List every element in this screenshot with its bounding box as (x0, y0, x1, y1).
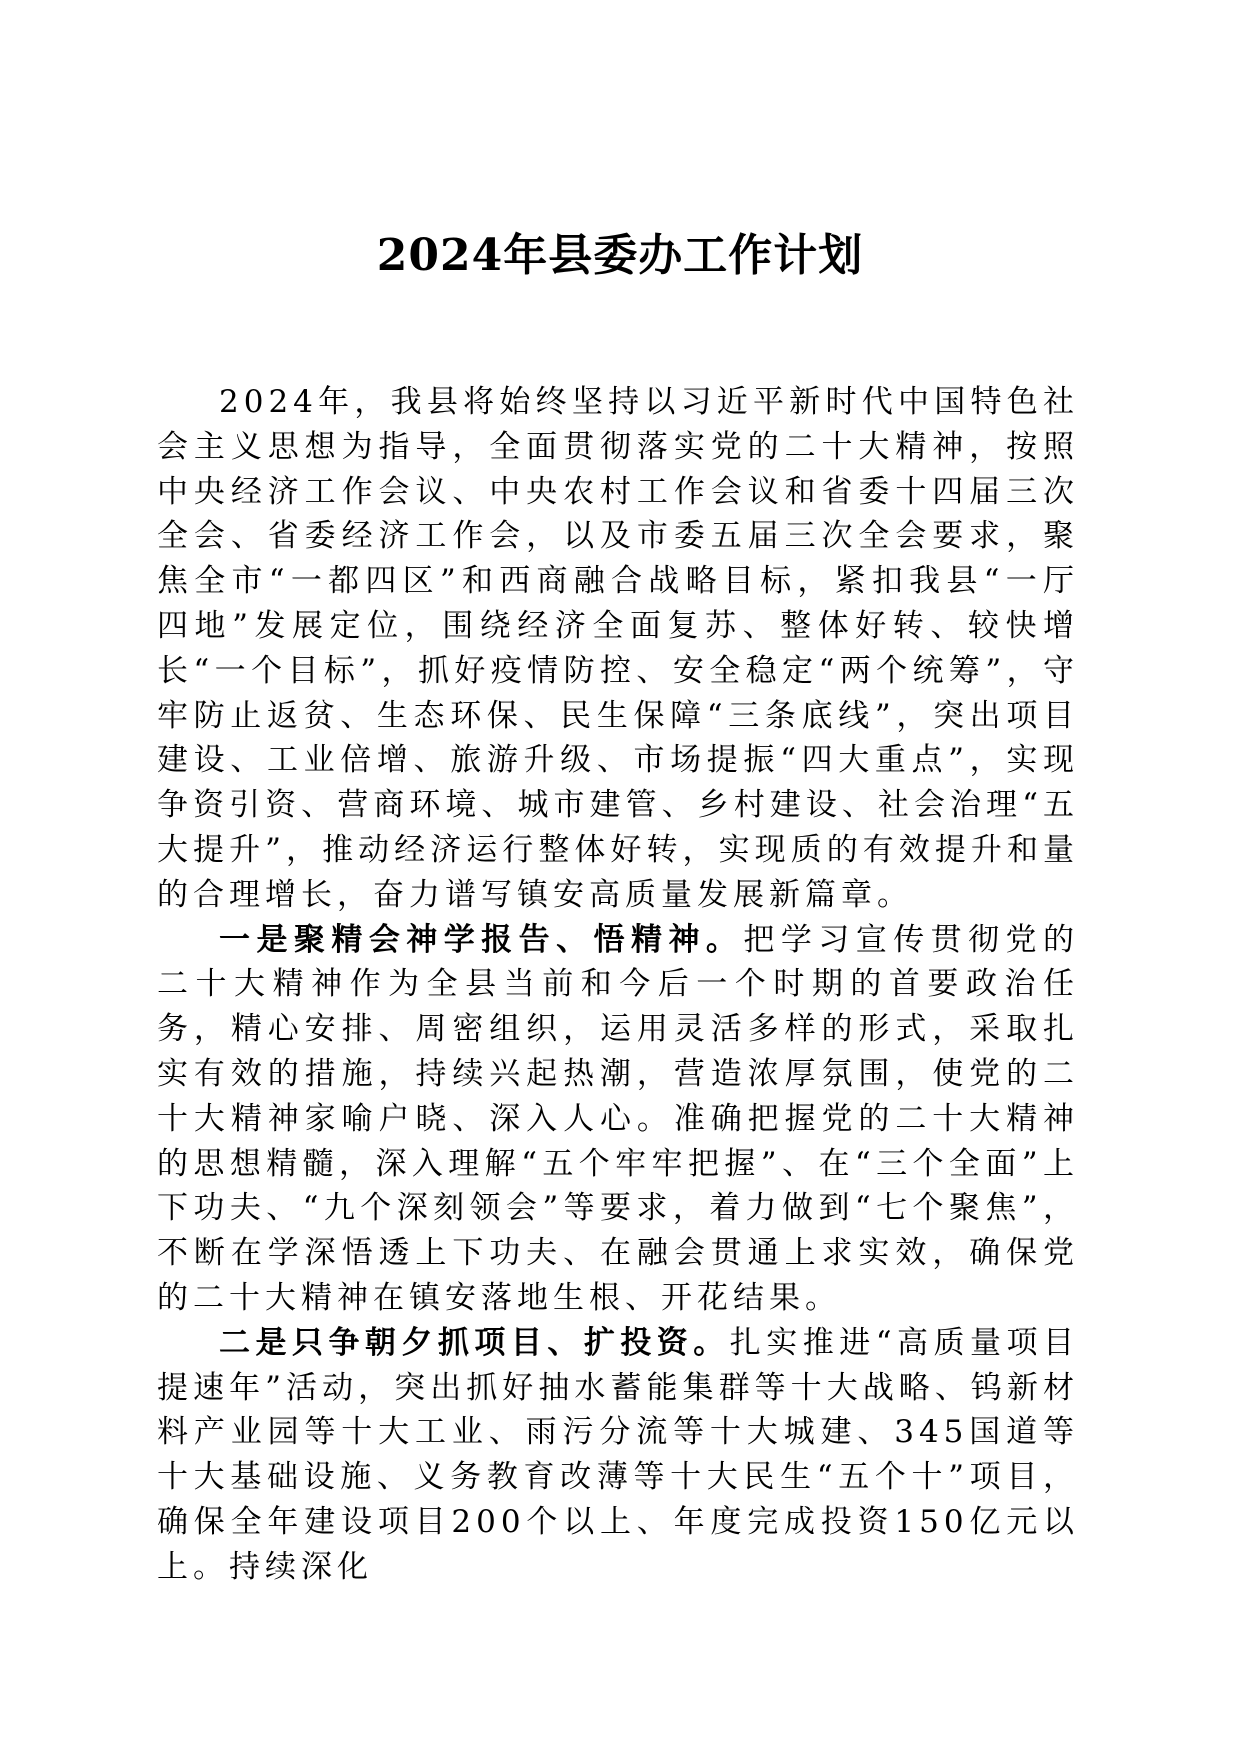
paragraph-projects-investment (157, 1321, 1079, 1590)
document-body (157, 380, 1079, 1590)
paragraph-study-report (157, 918, 1079, 1321)
document-title: 2024年县委办工作计划 (376, 230, 864, 281)
paragraph-lead: 二是只争朝夕抓项目、扩投资。 (219, 1324, 730, 1361)
paragraph-lead: 一是聚精会神学报告、悟精神。 (219, 921, 744, 958)
paragraph-text: 2024年，我县将始终坚持以习近平新时代中国特色社会主义思想为指导，全面贯彻落实党的二十大精神，按照中央经济工作会议、中央农村工作会议和省委十四届三次全会、省委经济工作会，以及市委五届三次全会要求，聚焦全市“一都四区”和西商融合战略目标，紧扣我县“一厅四地”发展定位，围绕经济全面复苏、整体好转、较快增长“一个目标”，抓好疫情防控、安全稳定“两个统筹”，守牢防止返贫、生态环保、民生保障“三条底线”，突出项目建设、工业倍增、旅游升级、市场提振“四大重点”，实现争资引资、营商环境、城市建管、乡村建设、社会治理“五大提升”，推动经济运行整体好转，实现质的有效提升和量的合理增长，奋力谱写镇安高质量发展新篇章。 (157, 384, 1079, 913)
paragraph-text: 扎实推进“高质量项目提速年”活动，突出抓好抽水蓄能集群等十大战略、钨新材料产业园等十大工业、雨污分流等十大城建、345国道等十大基础设施、义务教育改薄等十大民生“五个十”项目，确保全年建设项目200个以上、年度完成投资150亿元以上。持续深化 (157, 1324, 1079, 1585)
paragraph-intro (157, 380, 1079, 918)
paragraph-text: 把学习宣传贯彻党的二十大精神作为全县当前和今后一个时期的首要政治任务，精心安排、周密组织，运用灵活多样的形式，采取扎实有效的措施，持续兴起热潮，营造浓厚氛围，使党的二十大精神家喻户晓、深入人心。准确把握党的二十大精神的思想精髓，深入理解“五个牢牢把握”、在“三个全面”上下功夫、“九个深刻领会”等要求，着力做到“七个聚焦”，不断在学深悟透上下功夫、在融会贯通上求实效，确保党的二十大精神在镇安落地生根、开花结果。 (157, 921, 1080, 1316)
